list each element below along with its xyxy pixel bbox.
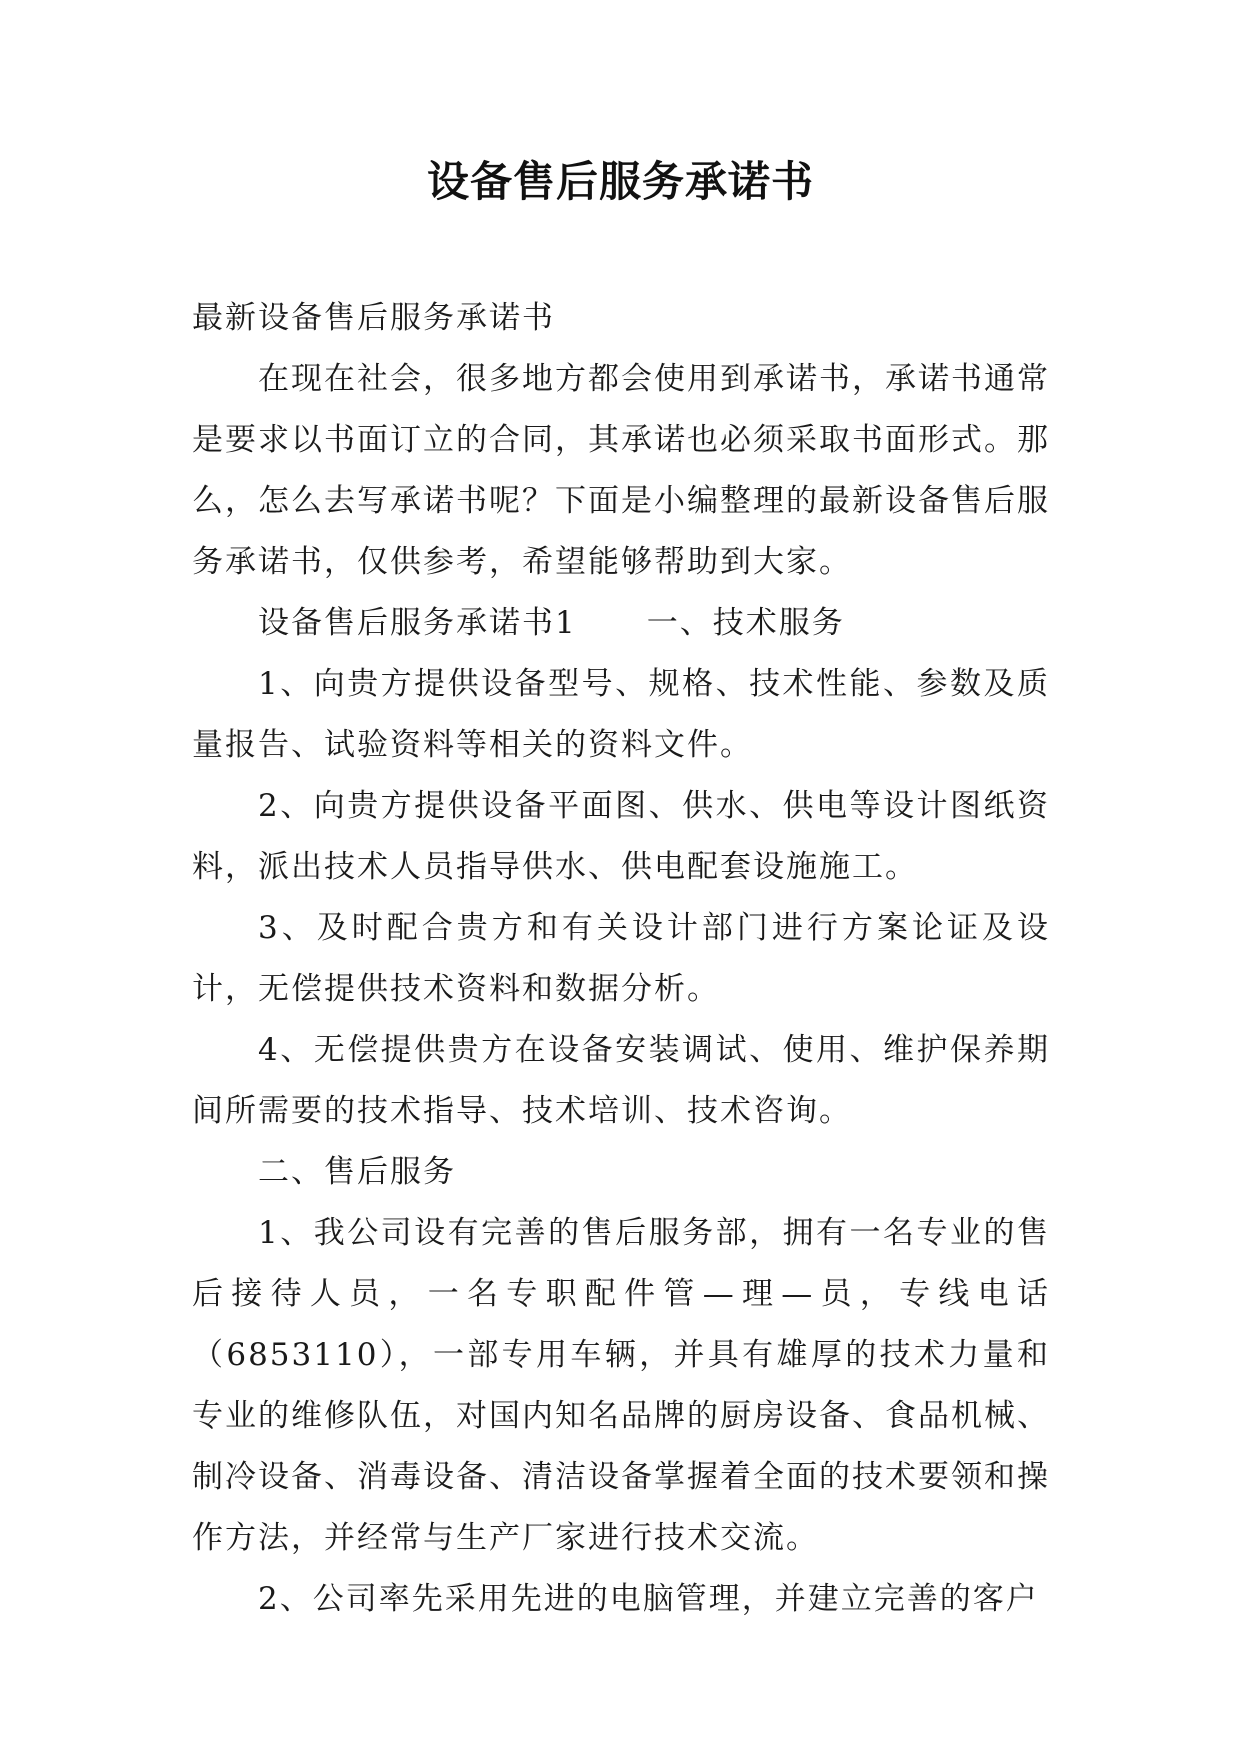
paragraph-aftersales-item-1: 1、我公司设有完善的售后服务部，拥有一名专业的售后接待人员，一名专职配件管—理—员，专线电话（6853110），一部专用车辆，并具有雄厚的技术力量和专业的维修队伍，对国内知名品牌的厨房设备、食品机械、制冷设备、消毒设备、清洁设备掌握着全面的技术要领和操作方法，并经常与生产厂家进行技术交流。	[192, 1215, 1050, 1556]
document-body	[192, 288, 1050, 1630]
document-title: 设备售后服务承诺书	[426, 157, 814, 206]
paragraph-tech-item-1: 1、向贵方提供设备型号、规格、技术性能、参数及质量报告、试验资料等相关的资料文件。	[192, 666, 1050, 763]
paragraph-subtitle: 最新设备售后服务承诺书	[192, 300, 555, 336]
section-title: 设备售后服务承诺书1	[258, 605, 577, 641]
paragraph-tech-item-3: 3、及时配合贵方和有关设计部门进行方案论证及设计，无偿提供技术资料和数据分析。	[192, 910, 1050, 1007]
paragraph-intro: 在现在社会，很多地方都会使用到承诺书，承诺书通常是要求以书面订立的合同，其承诺也必须采取书面形式。那么，怎么去写承诺书呢？下面是小编整理的最新设备售后服务承诺书，仅供参考，希望能够帮助到大家。	[192, 361, 1050, 580]
paragraph-section-heading	[192, 593, 1050, 654]
paragraph-aftersales-heading: 二、售后服务	[258, 1154, 456, 1190]
section-subtitle: 一、技术服务	[646, 605, 845, 641]
paragraph-tech-item-4: 4、无偿提供贵方在设备安装调试、使用、维护保养期间所需要的技术指导、技术培训、技术咨询。	[192, 1032, 1050, 1129]
paragraph-tech-item-2: 2、向贵方提供设备平面图、供水、供电等设计图纸资料，派出技术人员指导供水、供电配套设施施工。	[192, 788, 1050, 885]
paragraph-aftersales-item-2: 2、公司率先采用先进的电脑管理，并建立完善的客户	[258, 1581, 1039, 1617]
